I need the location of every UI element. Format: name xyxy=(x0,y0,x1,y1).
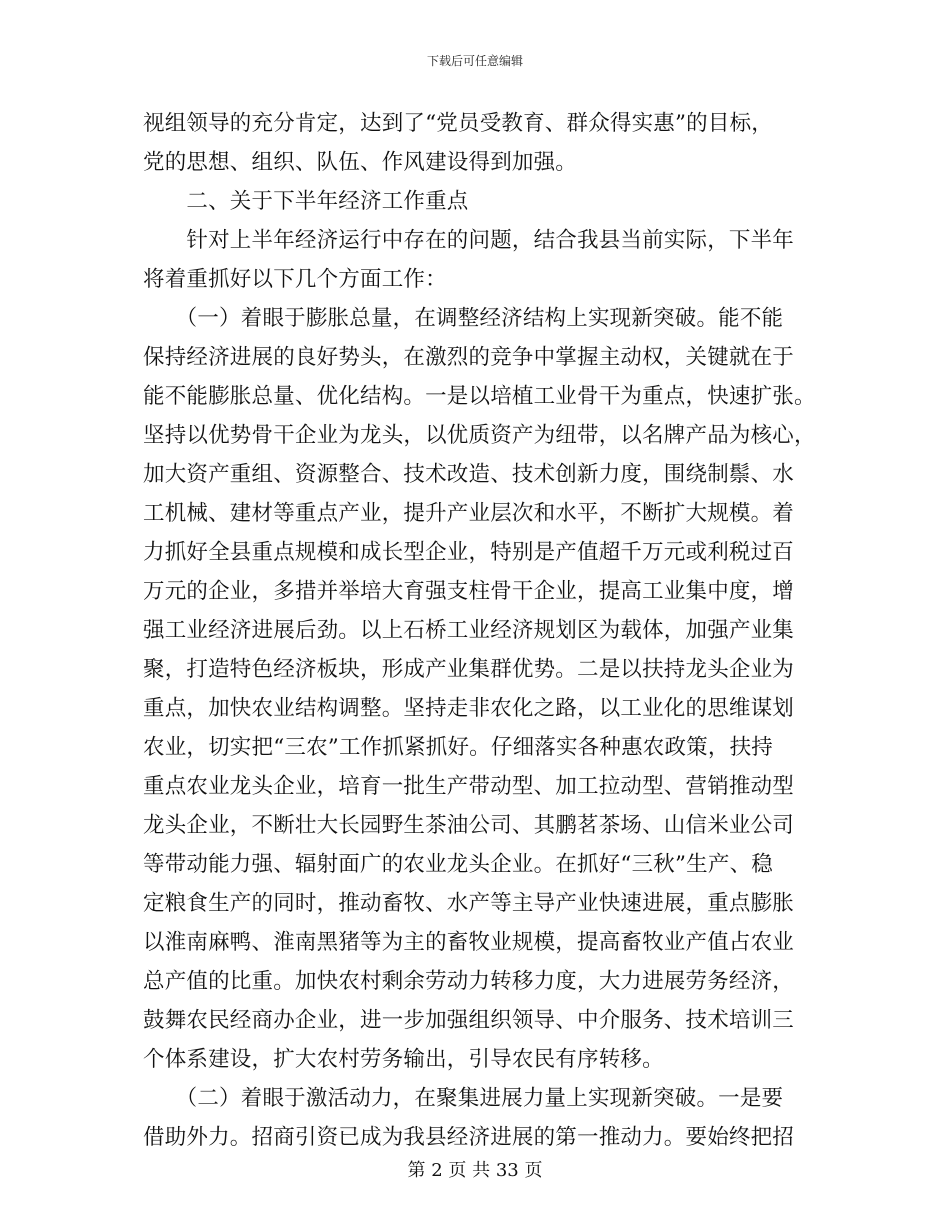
text-line: （一）着眼于膨胀总量，在调整经济结构上实现新突破。能不能 xyxy=(143,306,784,331)
text-line: 能不能膨胀总量、优化结构。一是以培植工业骨干为重点，快速扩张。 xyxy=(143,384,816,409)
text-line: 党的思想、组织、队伍、作风建设得到加强。 xyxy=(143,150,578,175)
text-line: 以淮南麻鸭、淮南黑猪等为主的畜牧业规模，提高畜牧业产值占农业 xyxy=(143,930,795,955)
text-line: 针对上半年经济运行中存在的问题，结合我县当前实际，下半年 xyxy=(143,228,795,253)
text-line: 强工业经济进展后劲。以上石桥工业经济规划区为载体，加强产业集 xyxy=(143,618,795,643)
text-line: 力抓好全县重点规模和成长型企业，特别是产值超千万元或利税过百 xyxy=(143,540,795,565)
page-footer: 第 2 页 共 33 页 xyxy=(407,1160,543,1181)
text-line: 个体系建设，扩大农村劳务输出，引导农民有序转移。 xyxy=(143,1047,664,1072)
text-line: 鼓舞农民经商办企业，进一步加强组织领导、中介服务、技术培训三 xyxy=(143,1008,795,1033)
text-line: （二）着眼于激活动力，在聚集进展力量上实现新突破。一是要 xyxy=(143,1086,784,1111)
text-line: 重点，加快农业结构调整。坚持走非农化之路，以工业化的思维谋划 xyxy=(143,696,795,721)
text-line: 定粮食生产的同时，推动畜牧、水产等主导产业快速进展，重点膨胀 xyxy=(143,891,795,916)
text-line: 借助外力。招商引资已成为我县经济进展的第一推动力。要始终把招 xyxy=(143,1125,795,1150)
text-line: 将着重抓好以下几个方面工作： xyxy=(143,267,447,292)
text-line: 聚，打造特色经济板块，形成产业集群优势。二是以扶持龙头企业为 xyxy=(143,657,795,682)
section-heading: 二、关于下半年经济工作重点 xyxy=(143,189,469,214)
page-header: 下载后可任意编辑 xyxy=(426,54,523,68)
text-line: 坚持以优势骨干企业为龙头，以优质资产为纽带，以名牌产品为核心， xyxy=(143,423,816,448)
text-line: 龙头企业，不断壮大长园野生茶油公司、其鹏茗茶场、山信米业公司 xyxy=(143,813,795,838)
text-line: 保持经济进展的良好势头，在激烈的竞争中掌握主动权，关键就在于 xyxy=(143,345,795,370)
document-body xyxy=(143,104,816,1157)
text-line: 总产值的比重。加快农村剩余劳动力转移力度，大力进展劳务经济， xyxy=(143,969,795,994)
text-line: 加大资产重组、资源整合、技术改造、技术创新力度，围绕制鬃、水 xyxy=(143,462,795,487)
text-line: 农业，切实把“三农”工作抓紧抓好。仔细落实各种惠农政策，扶持 xyxy=(143,735,773,760)
text-line: 工机械、建材等重点产业，提升产业层次和水平，不断扩大规模。着 xyxy=(143,501,795,526)
text-line: 等带动能力强、辐射面广的农业龙头企业。在抓好“三秋”生产、稳 xyxy=(143,852,773,877)
text-line: 万元的企业，多措并举培大育强支柱骨干企业，提高工业集中度，增 xyxy=(143,579,795,604)
text-line: 重点农业龙头企业，培育一批生产带动型、加工拉动型、营销推动型 xyxy=(143,774,795,799)
text-line: 视组领导的充分肯定，达到了“党员受教育、群众得实惠”的目标， xyxy=(143,111,773,136)
